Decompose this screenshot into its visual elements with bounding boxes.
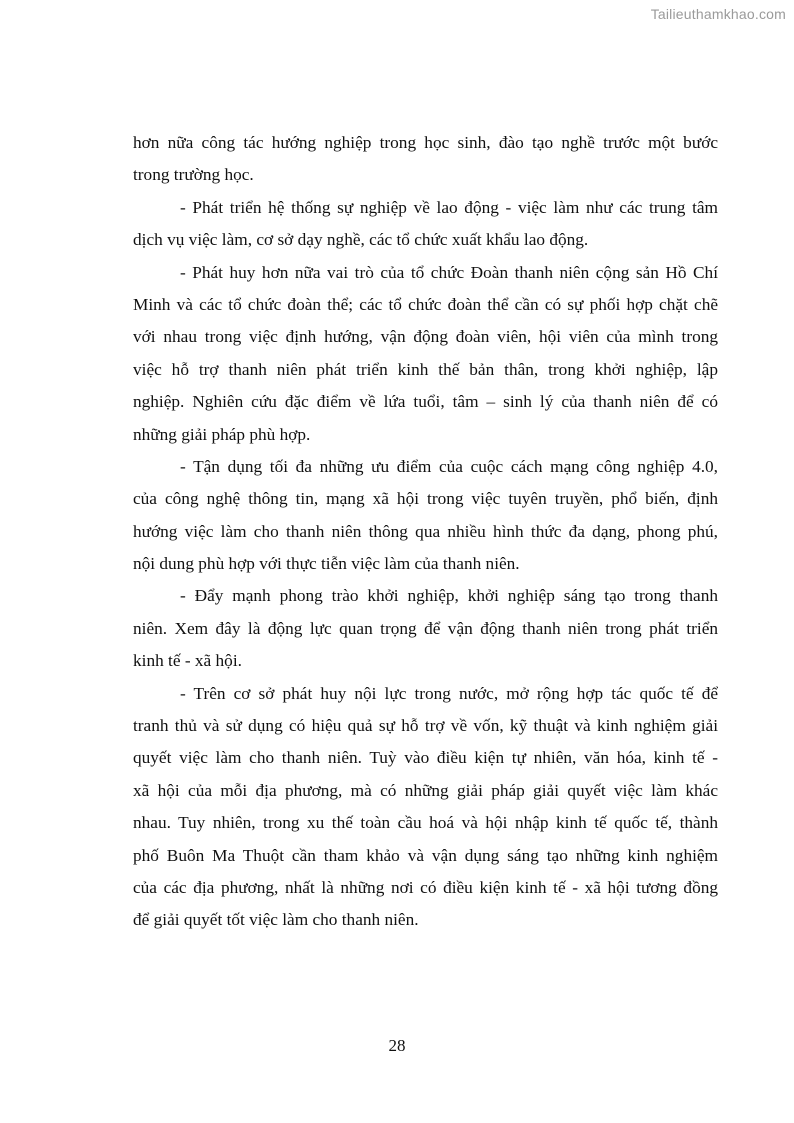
text-line: hướng việc làm cho thanh niên thông qua nhiều hình thức đa dạng, phong phú, (133, 521, 718, 541)
text-line: tranh thủ và sử dụng có hiệu quả sự hỗ trợ về vốn, kỹ thuật và kinh nghiệm giải (133, 716, 718, 736)
text-line: - Trên cơ sở phát huy nội lực trong nước, mở rộng hợp tác quốc tế để (180, 683, 718, 703)
text-line: của các địa phương, nhất là những nơi có điều kiện kinh tế - xã hội tương đồng (133, 877, 718, 897)
text-line: trong trường học. (133, 165, 254, 185)
text-line: xã hội của mỗi địa phương, mà có những giải pháp giải quyết việc làm khác (133, 780, 718, 800)
text-line: Minh và các tổ chức đoàn thể; các tổ chức đoàn thể cần có sự phối hợp chặt chẽ (133, 294, 718, 314)
text-line: - Phát huy hơn nữa vai trò của tổ chức Đoàn thanh niên cộng sản Hồ Chí (180, 262, 718, 282)
text-line: dịch vụ việc làm, cơ sở dạy nghề, các tổ chức xuất khẩu lao động. (133, 230, 589, 250)
text-line: để giải quyết tốt việc làm cho thanh niên. (133, 910, 419, 930)
text-line: phố Buôn Ma Thuột cần tham khảo và vận dụng sáng tạo những kinh nghiệm (133, 845, 718, 865)
text-line: hơn nữa công tác hướng nghiệp trong học sinh, đào tạo nghề trước một bước (133, 133, 718, 152)
text-line: việc hỗ trợ thanh niên phát triển kinh thế bản thân, trong khởi nghiệp, lập (133, 359, 718, 379)
text-line: - Tận dụng tối đa những ưu điểm của cuộc cách mạng công nghiệp 4.0, (180, 456, 718, 476)
text-line: quyết việc làm cho thanh niên. Tuỳ vào điều kiện tự nhiên, văn hóa, kinh tế - (133, 748, 718, 768)
page-number: 28 (388, 1036, 406, 1055)
text-line: những giải pháp phù hợp. (133, 424, 311, 444)
text-line: với nhau trong việc định hướng, vận động đoàn viên, hội viên của mình trong (133, 327, 718, 347)
document-body (133, 127, 718, 937)
text-line: nhau. Tuy nhiên, trong xu thế toàn cầu hoá và hội nhập kinh tế quốc tế, thành (133, 813, 718, 833)
text-line: niên. Xem đây là động lực quan trọng để vận động thanh niên trong phát triển (133, 618, 718, 638)
text-line: nghiệp. Nghiên cứu đặc điểm về lứa tuổi, tâm – sinh lý của thanh niên để có (133, 392, 718, 412)
watermark-text: Tailieuthamkhao.com (650, 6, 786, 22)
text-line: của công nghệ thông tin, mạng xã hội trong việc tuyên truyền, phổ biến, định (133, 489, 718, 509)
text-line: - Phát triển hệ thống sự nghiệp về lao động - việc làm như các trung tâm (180, 197, 718, 217)
text-line: nội dung phù hợp với thực tiễn việc làm của thanh niên. (133, 554, 520, 574)
text-line: - Đẩy mạnh phong trào khởi nghiệp, khởi nghiệp sáng tạo trong thanh (180, 586, 718, 606)
text-line: kinh tế - xã hội. (133, 651, 242, 671)
